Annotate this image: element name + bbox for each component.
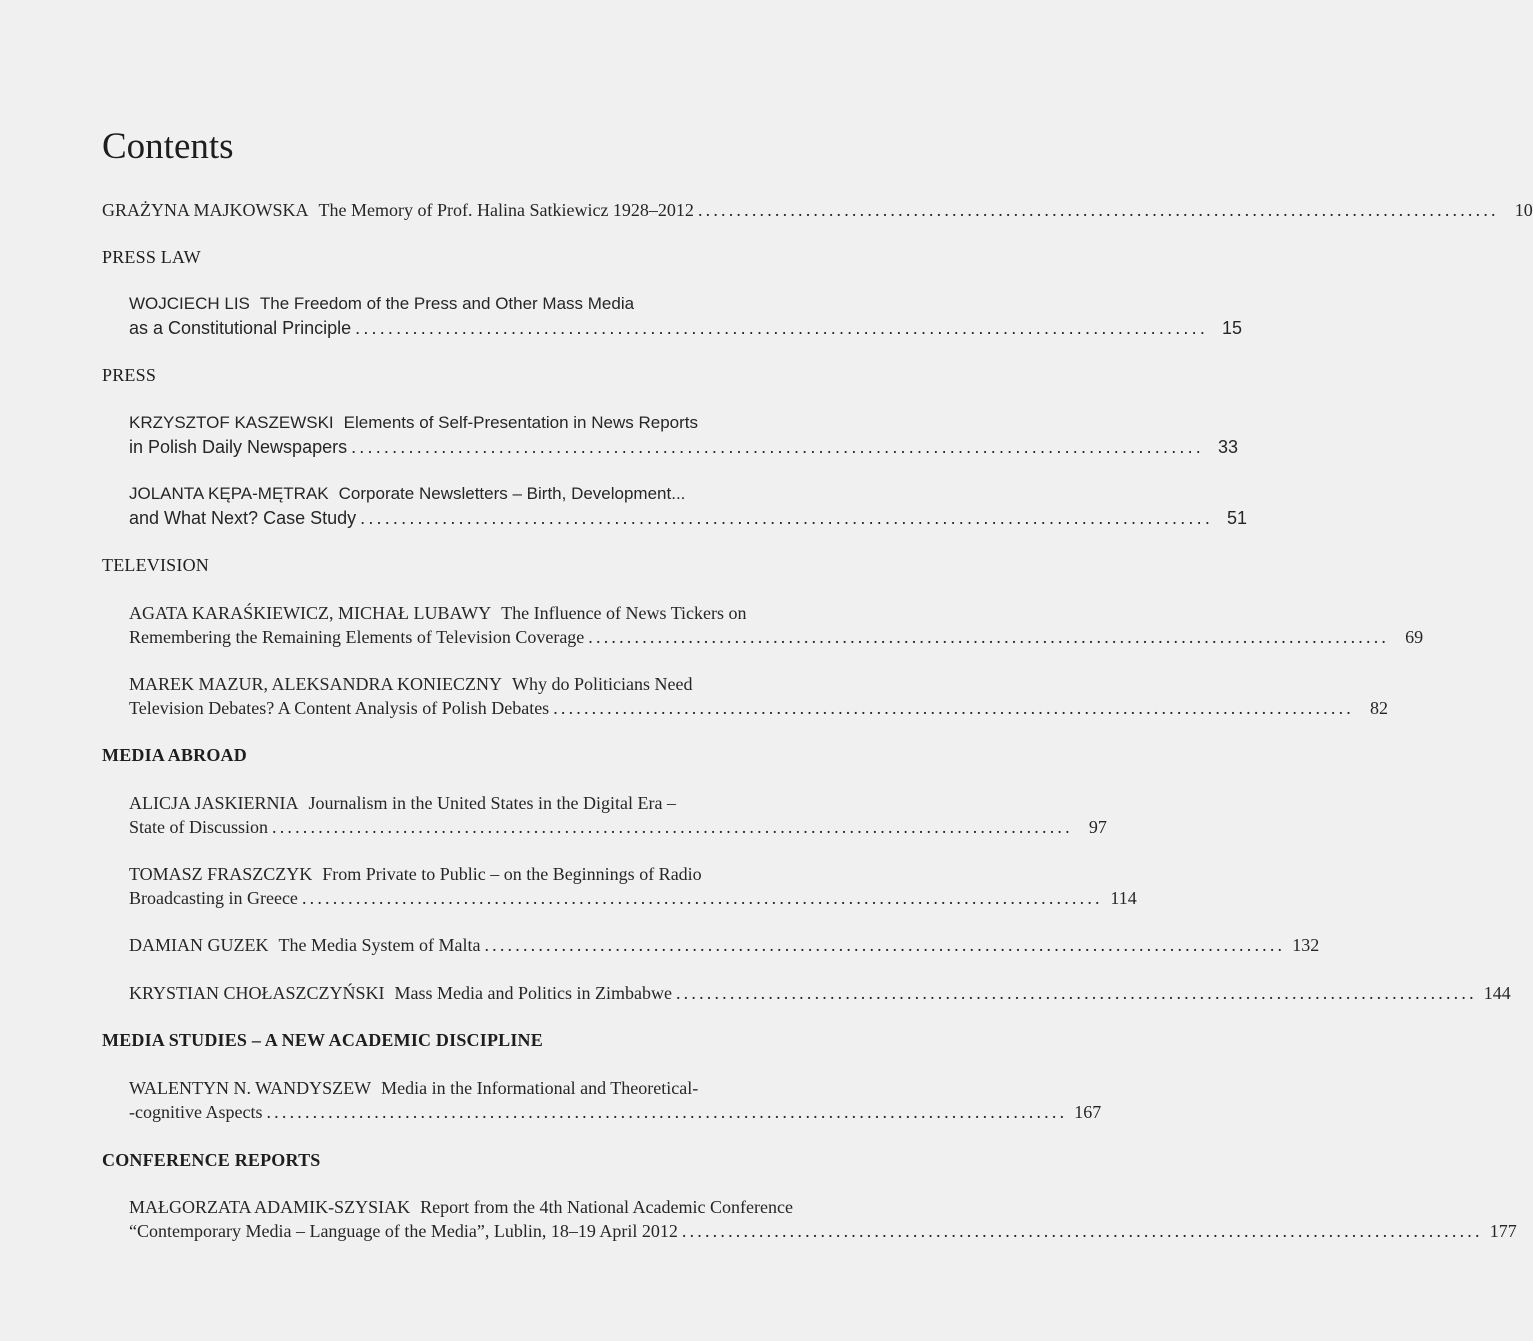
toc-entry-line xyxy=(129,696,1388,720)
toc-title: Elements of Self-Presentation in News Reports xyxy=(343,413,698,432)
toc-entry-line xyxy=(129,601,747,625)
section-heading: PRESS xyxy=(102,365,157,385)
toc-page-number: 82 xyxy=(1370,698,1388,718)
toc-entry-line xyxy=(129,482,685,506)
toc-author: DAMIAN GUZEK xyxy=(129,935,269,955)
toc-author: WALENTYN N. WANDYSZEW xyxy=(129,1078,372,1098)
section-heading: PRESS LAW xyxy=(102,247,201,267)
toc-page-number: 132 xyxy=(1292,935,1320,955)
toc-title: Mass Media and Politics in Zimbabwe xyxy=(394,983,672,1003)
toc-title: The Freedom of the Press and Other Mass Media xyxy=(259,294,635,313)
toc-entry-line xyxy=(129,316,1243,340)
toc-title-cont: “Contemporary Media – Language of the Media”, Lublin, 18–19 April 2012 xyxy=(129,1221,678,1241)
toc-title-cont: Remembering the Remaining Elements of Television Coverage xyxy=(129,627,585,647)
toc-page-number: 69 xyxy=(1405,627,1424,647)
toc-title: The Media System of Malta xyxy=(278,935,481,955)
toc-title-cont: -cognitive Aspects xyxy=(129,1102,263,1122)
toc-page-number: 10 xyxy=(1514,200,1533,220)
toc-title: The Memory of Prof. Halina Satkiewicz 1928–2012 xyxy=(318,200,694,220)
toc-leader-dots: ........................................................................................................ xyxy=(351,437,1204,457)
toc-title-cont: Television Debates? A Content Analysis of Polish Debates xyxy=(129,698,550,718)
toc-author: MAŁGORZATA ADAMIK-SZYSIAK xyxy=(129,1197,411,1217)
toc-page-number: 177 xyxy=(1489,1221,1517,1241)
toc-entry-line xyxy=(129,815,1107,839)
toc-leader-dots: ........................................................................................................ xyxy=(697,200,1499,220)
toc-page-number: 97 xyxy=(1088,817,1107,837)
toc-author: WOJCIECH LIS xyxy=(129,294,250,313)
toc-leader-dots: ........................................................................................................ xyxy=(675,983,1477,1003)
section-heading: MEDIA ABROAD xyxy=(102,745,247,765)
toc-entry xyxy=(129,933,1320,957)
toc-author: TOMASZ FRASZCZYK xyxy=(129,864,313,884)
toc-entry-line xyxy=(129,1195,793,1219)
toc-entry xyxy=(102,198,1533,222)
toc-leader-dots: ........................................................................................................ xyxy=(301,888,1103,908)
toc-author: ALICJA JASKIERNIA xyxy=(129,793,299,813)
toc-page-number: 15 xyxy=(1222,318,1243,338)
toc-entry-line xyxy=(129,672,692,696)
section-heading: CONFERENCE REPORTS xyxy=(102,1150,321,1170)
toc-entry-line xyxy=(129,862,702,886)
toc-entry xyxy=(129,981,1511,1005)
toc-author: MAREK MAZUR, ALEKSANDRA KONIECZNY xyxy=(129,674,503,694)
toc-title: Report from the 4th National Academic Conference xyxy=(420,1197,793,1217)
toc-entry-line xyxy=(129,506,1248,530)
toc-title-cont: and What Next? Case Study xyxy=(129,508,357,528)
toc-page-number: 167 xyxy=(1074,1102,1102,1122)
toc-leader-dots: ........................................................................................................ xyxy=(360,508,1214,528)
toc-entry-line xyxy=(129,1076,698,1100)
toc-title-cont: Broadcasting in Greece xyxy=(129,888,298,908)
toc-leader-dots: ........................................................................................................ xyxy=(553,698,1354,718)
toc-title: The Influence of News Tickers on xyxy=(501,603,747,623)
toc-leader-dots: ........................................................................................................ xyxy=(681,1221,1483,1241)
toc-title: Media in the Informational and Theoretical- xyxy=(381,1078,699,1098)
toc-page-number: 114 xyxy=(1110,888,1137,908)
toc-leader-dots: ........................................................................................................ xyxy=(355,318,1209,338)
toc-entry-line xyxy=(129,1100,1102,1124)
toc-title: Why do Politicians Need xyxy=(512,674,693,694)
toc-author: JOLANTA KĘPA-MĘTRAK xyxy=(129,484,329,503)
toc-leader-dots: ........................................................................................................ xyxy=(588,627,1390,647)
toc-title-cont: in Polish Daily Newspapers xyxy=(129,437,348,457)
toc-entry-line xyxy=(129,1219,1517,1243)
toc-page-number: 144 xyxy=(1483,983,1511,1003)
toc-author: GRAŻYNA MAJKOWSKA xyxy=(102,200,309,220)
page-title: Contents xyxy=(102,126,234,167)
toc-entry-line xyxy=(129,886,1137,910)
toc-page-number: 33 xyxy=(1217,437,1238,457)
toc-author: KRZYSZTOF KASZEWSKI xyxy=(129,413,334,432)
section-heading: TELEVISION xyxy=(102,555,209,575)
toc-leader-dots: ........................................................................................................ xyxy=(484,935,1286,955)
toc-entry-line xyxy=(129,411,698,435)
section-heading: MEDIA STUDIES – A NEW ACADEMIC DISCIPLINE xyxy=(102,1030,543,1050)
toc-page-number: 51 xyxy=(1227,508,1248,528)
toc-author: AGATA KARAŚKIEWICZ, MICHAŁ LUBAWY xyxy=(129,603,492,623)
toc-title-cont: as a Constitutional Principle xyxy=(129,318,352,338)
toc-title: From Private to Public – on the Beginnings of Radio xyxy=(322,864,702,884)
toc-title: Corporate Newsletters – Birth, Development... xyxy=(338,484,686,503)
toc-author: KRYSTIAN CHOŁASZCZYŃSKI xyxy=(129,983,385,1003)
toc-entry-line xyxy=(129,625,1424,649)
toc-entry-line xyxy=(129,435,1238,459)
toc-leader-dots: ........................................................................................................ xyxy=(272,817,1073,837)
toc-title: Journalism in the United States in the Digital Era – xyxy=(308,793,676,813)
toc-leader-dots: ........................................................................................................ xyxy=(266,1102,1068,1122)
toc-title-cont: State of Discussion xyxy=(129,817,268,837)
toc-entry-line xyxy=(129,292,634,316)
toc-entry-line xyxy=(129,791,676,815)
